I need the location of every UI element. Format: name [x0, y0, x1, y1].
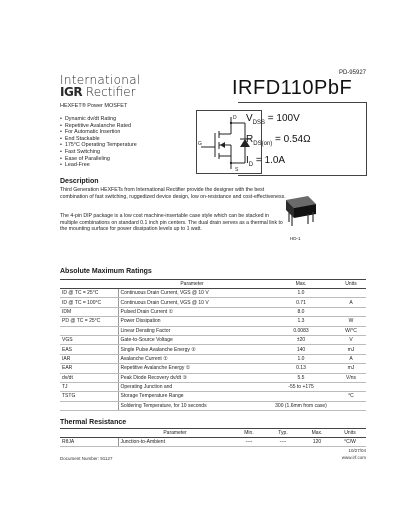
footer-date: 10/27/04 — [348, 448, 366, 453]
table-row: RθJA Junction-to-Ambient ---- ---- 120 °C/W — [60, 438, 366, 447]
company-logo — [60, 74, 141, 98]
key-specs-box — [238, 102, 367, 176]
document-number: PD-95927 — [338, 70, 366, 76]
drain-label: D — [233, 115, 237, 121]
table-row: VGS Gate-to-Source Voltage ±20 V — [60, 335, 366, 344]
feature-item: • End Stackable — [60, 136, 137, 143]
feature-list — [60, 116, 137, 169]
footer-website[interactable]: www.irf.com — [341, 455, 366, 460]
spec-vdss: $V_{DSS} = 100V$ — [246, 113, 300, 126]
feature-item: • 175°C Operating Temperature — [60, 142, 137, 149]
table-header-row: Parameter Min. Typ. Max. Units — [60, 429, 366, 438]
feature-item: • Fast Switching — [60, 149, 137, 156]
description-heading: Description — [60, 178, 99, 185]
description-paragraph-1: Third Generation HEXFETs from International Rectifier provide the designer with the best combination of fast switching, ruggedized device design, low on-resistance and cost-effectiveness. — [60, 187, 286, 200]
feature-item: • Dynamic dv/dt Rating — [60, 116, 137, 123]
table-row: IAR Avalanche Current ① 1.0 A — [60, 354, 366, 363]
gate-label: G — [198, 141, 202, 147]
table-row: dv/dt Peak Diode Recovery dv/dt ③ 5.5 V/ns — [60, 373, 366, 382]
source-label: S — [235, 167, 239, 173]
table-row: PD @ TC = 25°C Power Dissipation 1.3 W — [60, 317, 366, 326]
package-image — [278, 190, 322, 230]
brand-line1: International — [60, 73, 141, 87]
table-row: TJ Operating Junction and -55 to +175 — [60, 382, 366, 391]
thermal-table — [60, 428, 366, 447]
dip-package-icon — [278, 190, 322, 230]
package-name: HD-1 — [290, 236, 301, 241]
table-row: Linear Derating Factor 0.0083 W/°C — [60, 326, 366, 335]
table-row: EAR Repetitive Avalanche Energy ① 0.13 mJ — [60, 364, 366, 373]
feature-item: • Repetitive Avalanche Rated — [60, 123, 137, 130]
feature-item: • For Automatic Insertion — [60, 129, 137, 136]
table-row: Soldering Temperature, for 10 seconds 300 (1.6mm from case) — [60, 401, 366, 410]
brand-line2 — [60, 86, 141, 98]
spec-rdson: $R_{DS(on)} = 0.54\Omega$ — [246, 134, 311, 147]
brand-rectifier: Rectifier — [85, 85, 136, 99]
table-row: IDM Pulsed Drain Current ① 8.0 — [60, 307, 366, 316]
footer-document-number: Document Number: 91127 — [60, 456, 113, 461]
part-number: IRFD110PbF — [232, 77, 353, 99]
abs-max-heading: Absolute Maximum Ratings — [60, 268, 152, 275]
igr-logo-mark: IGR — [60, 85, 83, 99]
thermal-heading: Thermal Resistance — [60, 419, 127, 426]
table-header-row: Parameter Max. Units — [60, 280, 366, 289]
abs-max-table — [60, 279, 366, 411]
spec-id: $I_D = 1.0A$ — [246, 155, 286, 168]
product-subtitle: HEXFET® Power MOSFET — [60, 103, 128, 109]
feature-item: • Ease of Paralleling — [60, 156, 137, 163]
table-row: ID @ TC = 100°C Continuous Drain Current, VGS @ 10 V 0.71 A — [60, 298, 366, 307]
table-row: ID @ TC = 25°C Continuous Drain Current, VGS @ 10 V 1.0 — [60, 289, 366, 298]
feature-item: • Lead-Free — [60, 162, 137, 169]
table-row: TSTG Storage Temperature Range °C — [60, 392, 366, 401]
table-row: EAS Single Pulse Avalanche Energy ② 140 mJ — [60, 345, 366, 354]
description-paragraph-2: The 4-pin DIP package is a low cost machine-insertable case style which can be stacked in multiple combinations on standard 0.1 inch pin centers. The dual drain serves as a thermal link to the mounting surface for power dissipation levels up to 1 watt. — [60, 213, 283, 233]
